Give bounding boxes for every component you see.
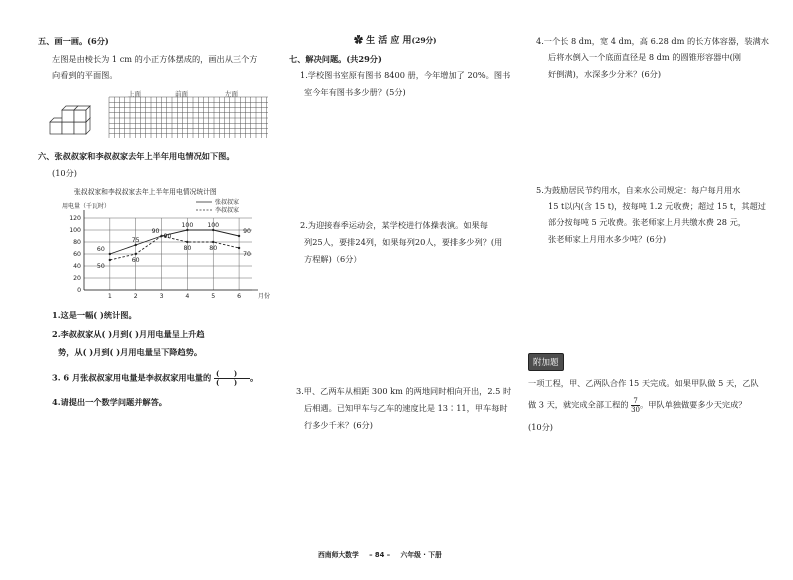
problem-2-line-1: 2.为迎接春季运动会，某学校进行体操表演。如果每 [300, 220, 488, 230]
problem-4-line-1: 4.一个长 8 dm，宽 4 dm，高 6.28 dm 的长方体容器，装满水 [536, 36, 769, 46]
fraction-numerator: 7 [633, 397, 638, 405]
fraction-7-30 [631, 397, 640, 414]
question-6-3: 3. 6 月张叔叔家用电量是李叔叔家用电量的 $\frac{( )}{( )}$ 。 [52, 369, 259, 387]
chart-title: 张叔叔家和李叔叔家去年上半年用电情况统计图 [74, 188, 217, 196]
footer-grade: 六年级 · 下册 [400, 551, 442, 559]
y-tick-label: 100 [69, 227, 81, 234]
problem-1-line-1: 1.学校图书室原有图书 8400 册，今年增加了 20%。图书 [300, 70, 511, 80]
y-tick-label: 20 [73, 275, 81, 282]
x-tick-label: 2 [133, 293, 138, 300]
bonus-points: (10分) [528, 422, 553, 432]
data-point [109, 259, 111, 261]
legend-label: 李叔叔家 [215, 207, 240, 214]
data-point [186, 229, 188, 231]
series-line-2 [110, 236, 239, 260]
question-6-4: 4.请提出一个数学问题并解答。 [52, 397, 167, 407]
line-chart [52, 196, 272, 306]
view-label-left: 左面 [225, 90, 238, 98]
y-tick-label: 120 [69, 215, 81, 222]
footer-publisher: 西南师大数学 [318, 551, 359, 559]
data-label: 50 [96, 263, 105, 270]
data-label: 90 [151, 228, 160, 235]
problem-2-line-2: 列25人，要排24列，如果每列20人，要排多少列？(用 [304, 237, 503, 247]
question-6-points: (10分) [52, 168, 77, 178]
data-label: 90 [243, 228, 252, 235]
y-tick-label: 80 [73, 239, 81, 246]
cube-stack-figure [48, 100, 96, 140]
legend-label: 张叔叔家 [215, 199, 240, 206]
view-label-top: 上面 [128, 90, 141, 98]
y-axis-label: 用电量（千瓦时） [62, 203, 111, 210]
data-point [134, 244, 136, 246]
x-tick-label: 5 [211, 293, 216, 300]
y-tick-label: 0 [77, 287, 81, 294]
question-5-title: 五、画一画。(6分) [38, 36, 109, 46]
data-point [212, 229, 214, 231]
data-label: 60 [96, 246, 105, 253]
problem-2-line-3: 方程解)（6分） [304, 254, 362, 264]
problem-4-line-2: 后将水倒入一个底面直径是 8 dm 的圆锥形容器中(刚 [548, 52, 741, 62]
question-5-text: 左图是由棱长为 1 cm 的小正方体摆成的，画出从三个方 [52, 54, 258, 64]
x-tick-label: 1 [107, 293, 112, 300]
data-label: 80 [209, 245, 218, 252]
data-point [160, 235, 162, 237]
data-point [238, 235, 240, 237]
fraction-denominator: 30 [631, 406, 641, 414]
problem-5-line-4: 张老师家上月用水多少吨？(6分) [548, 234, 667, 244]
data-point [186, 241, 188, 243]
section-title: ✿ 生 活 应 用 [354, 36, 412, 46]
x-axis-label: 月份 [258, 293, 271, 300]
question-6-title: 六、张叔叔家和李叔叔家去年上半年用电情况如下图。 [38, 151, 235, 161]
data-label: 100 [207, 222, 220, 229]
question-7-title: 七、解决问题。(共29分) [289, 54, 382, 64]
data-label: 70 [243, 251, 252, 258]
bonus-line-1: 一项工程，甲、乙两队合作 15 天完成。如果甲队做 5 天，乙队 [528, 378, 759, 388]
data-label: 100 [181, 222, 194, 229]
question-6-2a: 2.李叔叔家从( )月到( )月用电量呈上升趋 [52, 329, 205, 339]
question-6-3-text: 3. 6 月张叔叔家用电量是李叔叔家用电量的 [52, 372, 212, 383]
data-point [212, 241, 214, 243]
data-label: 90 [163, 233, 172, 240]
view-label-front: 前面 [175, 90, 188, 98]
data-point [238, 247, 240, 249]
y-tick-label: 60 [73, 251, 81, 258]
problem-5-line-1: 5.为鼓励居民节约用水，自来水公司规定：每户每月用水 [536, 185, 741, 195]
data-label: 75 [131, 237, 140, 244]
section-points: (29分) [411, 36, 437, 45]
section-heading [354, 35, 437, 47]
problem-3-line-1: 3.甲、乙两车从相距 300 km 的两地同时相向开出，2.5 时 [296, 386, 512, 396]
bonus-line-2-post: 。甲队单独做要多少天完成？ [640, 399, 747, 410]
y-tick-label: 40 [73, 263, 81, 270]
data-point [134, 253, 136, 255]
problem-1-line-2: 室今年有图书多少册？(5分) [304, 87, 406, 97]
question-6-1: 1.这是一幅( )统计图。 [52, 310, 137, 320]
data-label: 60 [131, 257, 140, 264]
question-5-text-2: 向看到的平面图。 [52, 70, 118, 80]
problem-5-line-3: 部分按每吨 5 元收费。张老师家上月共缴水费 28 元， [548, 217, 746, 227]
data-label: 80 [183, 245, 192, 252]
x-tick-label: 3 [159, 293, 164, 300]
footer-page-number: – 84 – [369, 551, 391, 559]
drawing-grid[interactable] [108, 96, 270, 140]
fraction-blank[interactable]: $\frac{( )}{( )}$ [214, 370, 250, 387]
bonus-line-2-pre: 做 3 天，就完成全部工程的 [528, 399, 629, 410]
x-tick-label: 4 [185, 293, 190, 300]
question-6-2b: 势，从( )月到( )月用电量呈下降趋势。 [58, 347, 203, 357]
bonus-label: 附加题 [528, 353, 564, 371]
problem-4-line-3: 好倒满)，水深多少分米？(6分) [548, 69, 662, 79]
bonus-line-2 [528, 397, 746, 414]
data-point [109, 253, 111, 255]
problem-3-line-3: 行多少千米？(6分) [304, 420, 373, 430]
page-footer [318, 549, 442, 559]
problem-5-line-2: 15 t以内(含 15 t)，按每吨 1.2 元收费；超过 15 t，其超过 [548, 201, 766, 211]
x-tick-label: 6 [237, 293, 242, 300]
problem-3-line-2: 后相遇。已知甲车与乙车的速度比是 13∶11，甲车每时 [304, 403, 508, 413]
